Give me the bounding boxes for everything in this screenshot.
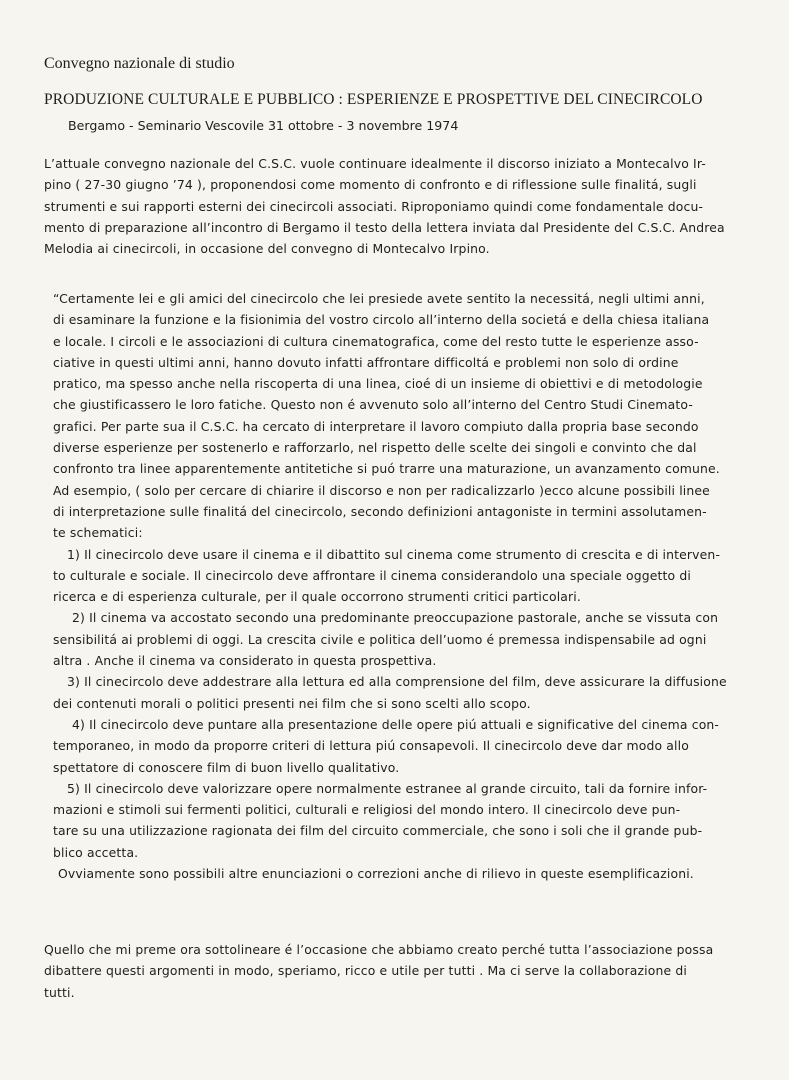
- document-title: PRODUZIONE CULTURALE E PUBBLICO : ESPERIENZE E PROSPETTIVE DEL CINECIRCOLO: [44, 91, 703, 108]
- point-5-line: mazioni e stimoli sui fermenti politici, culturali e religiosi del mondo intero. Il cinecircolo deve pun-: [53, 802, 681, 818]
- final-line: tutti.: [44, 984, 75, 1000]
- point-1-line: to culturale e sociale. Il cinecircolo deve affrontare il cinema considerandolo una speciale oggetto di: [53, 567, 691, 583]
- intro-line: strumenti e sui rapporti esterni dei cinecircoli associati. Riproponiamo quindi come fondamentale docu-: [44, 198, 704, 214]
- letter-line: ciative in questi ultimi anni, hanno dovuto infatti affrontare difficoltá e problemi non solo di ordine: [53, 354, 679, 370]
- letter-line: diverse esperienze per sostenerlo e rafforzarlo, nel rispetto delle scelte dei singoli e convinto che dal: [53, 440, 697, 456]
- letter-line: pratico, ma spesso anche nella riscoperta di una linea, cioé di un insieme di obiettivi e di metodologie: [53, 376, 703, 392]
- letter-line: di interpretazione sulle finalitá del cinecircolo, secondo definizioni antagoniste in termini assolutamen-: [53, 503, 707, 519]
- letter-line: di esaminare la funzione e la fisionimia del vostro circolo all’interno della societá e della chiesa italiana: [53, 312, 710, 328]
- point-5-line: blico accetta.: [53, 844, 139, 860]
- letter-line: grafici. Per parte sua il C.S.C. ha cercato di interpretare il lavoro compiuto dalla propria base secondo: [53, 418, 699, 434]
- point-4-line: temporaneo, in modo da proporre criteri di lettura piú consapevoli. Il cinecircolo deve dar modo allo: [53, 738, 689, 754]
- point-1-line: 1) Il cinecircolo deve usare il cinema e il dibattito sul cinema come strumento di crescita e di interven-: [67, 546, 721, 562]
- letter-line: Ad esempio, ( solo per cercare di chiarire il discorso e non per radicalizzarlo )ecco alcune possibili linee: [53, 482, 710, 498]
- letter-quote: [53, 288, 727, 884]
- intro-line: pino ( 27-30 giugno ’74 ), proponendosi come momento di confronto e di riflessione sulle finalitá, sugli: [44, 177, 697, 193]
- point-5-line: tare su una utilizzazione ragionata dei film del circuito commerciale, che sono i soli che il grande pub-: [53, 823, 703, 839]
- intro-line: mento di preparazione all’incontro di Bergamo il testo della lettera inviata dal Presidente del C.S.C. Andrea: [44, 219, 725, 235]
- final-paragraph: [44, 939, 713, 1003]
- letter-line: te schematici:: [53, 525, 143, 541]
- intro-line: Melodia ai cinecircoli, in occasione del convegno di Montecalvo Irpino.: [44, 241, 490, 257]
- final-line: dibattere questi argomenti in modo, speriamo, ricco e utile per tutti . Ma ci serve la collaborazione di: [44, 963, 687, 979]
- point-4-line: 4) Il cinecircolo deve puntare alla presentazione delle opere piú attuali e significative del cinema con-: [72, 716, 720, 732]
- letter-line: confronto tra linee apparentemente antitetiche si puó trarre una maturazione, un avanzamento comune.: [53, 461, 720, 477]
- point-5-line: 5) Il cinecircolo deve valorizzare opere normalmente estranee al grande circuito, tali da fornire infor-: [67, 780, 708, 796]
- point-2-line: sensibilitá ai problemi di oggi. La crescita civile e politica dell’uomo é premessa indispensabile ad ogni: [53, 631, 707, 647]
- point-1-line: ricerca e di esperienza culturale, per il quale occorrono strumenti critici particolari.: [53, 589, 581, 605]
- final-line: Quello che mi preme ora sottolineare é l’occasione che abbiamo creato perché tutta l’associazione possa: [44, 942, 714, 957]
- point-3-line: 3) Il cinecircolo deve addestrare alla lettura ed alla comprensione del film, deve assicurare la diffusione: [67, 674, 727, 690]
- letter-line: “Certamente lei e gli amici del cinecircolo che lei presiede avete sentito la necessitá, negli ultimi anni,: [53, 291, 705, 306]
- intro-paragraph: [44, 153, 725, 259]
- point-3-line: dei contenuti morali o politici presenti nei film che si sono scelti allo scopo.: [53, 695, 531, 711]
- document-subtitle: Bergamo - Seminario Vescovile 31 ottobre - 3 novembre 1974: [68, 118, 459, 133]
- point-2-line: altra . Anche il cinema va considerato in questa prospettiva.: [53, 653, 437, 669]
- letter-line: e locale. I circoli e le associazioni di cultura cinematografica, come del resto tutte le esperienze asso-: [53, 333, 699, 349]
- convegno-label: Convegno nazionale di studio: [44, 55, 235, 72]
- point-4-line: spettatore di conoscere film di buon livello qualitativo.: [53, 759, 400, 775]
- letter-line: che giustificassero le loro fatiche. Questo non é avvenuto solo all’interno del Centro Studi Cinemato-: [53, 397, 693, 413]
- point-2-line: 2) Il cinema va accostato secondo una predominante preoccupazione pastorale, anche se vissuta con: [72, 610, 719, 626]
- letter-closing: Ovviamente sono possibili altre enunciazioni o correzioni anche di rilievo in queste esemplificazioni.: [58, 866, 694, 882]
- intro-line: L’attuale convegno nazionale del C.S.C. vuole continuare idealmente il discorso iniziato a Montecalvo Ir-: [44, 156, 706, 171]
